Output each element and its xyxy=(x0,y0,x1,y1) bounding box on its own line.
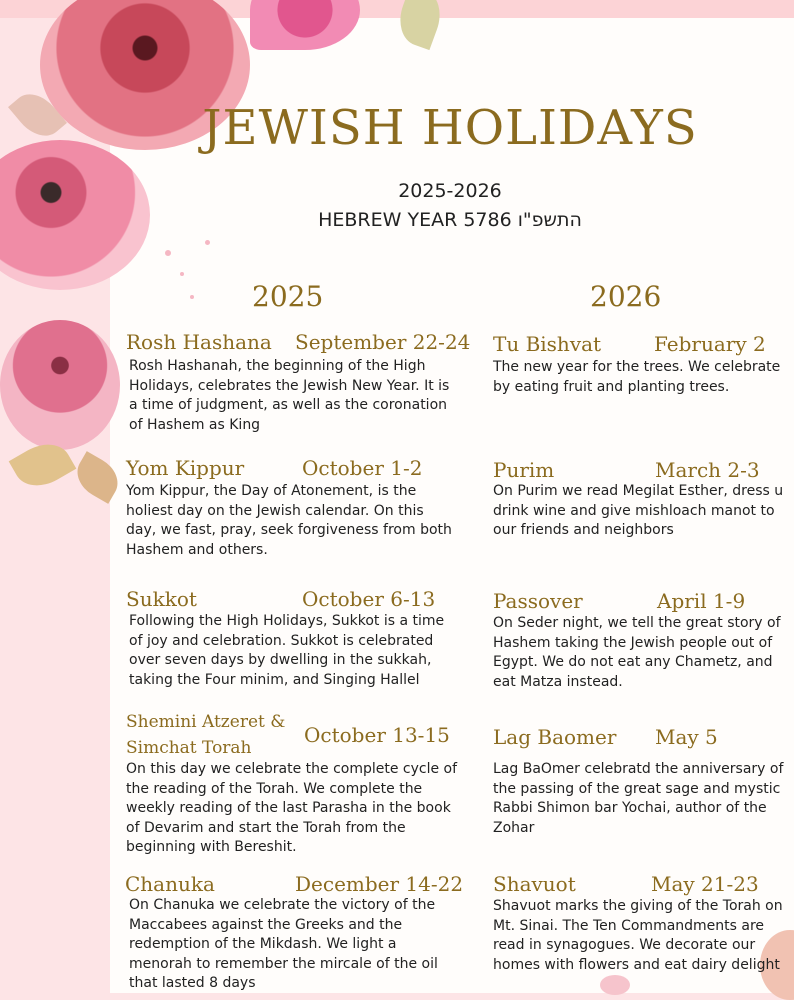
year-range: 2025-2026 xyxy=(398,180,502,202)
holiday-date: December 14-22 xyxy=(295,872,464,896)
holiday-date: October 13-15 xyxy=(304,723,450,747)
paint-splatter-icon xyxy=(190,295,194,299)
holiday-date: April 1-9 xyxy=(657,589,746,613)
holiday-description: On Seder night, we tell the great story of Hashem taking the Jewish people out of Egypt. We do not eat any Chametz, and eat Matza instead. xyxy=(493,615,781,690)
holiday-name: Chanuka xyxy=(125,872,215,896)
holiday-description: On Chanuka we celebrate the victory of the Maccabees against the Greeks and the redemption of the Mikdash. We light a menorah to remember the mircale of the oil that lasted 8 days xyxy=(129,897,438,991)
column-year-2025: 2025 xyxy=(252,280,324,313)
holiday-description: Rosh Hashanah, the beginning of the High Holidays, celebrates the Jewish New Year. It is a time of judgment, as well as the coronation of Hashem as King xyxy=(129,358,450,433)
holiday-description: Yom Kippur, the Day of Atonement, is the holiest day on the Jewish calendar. On this day, we fast, pray, seek forgiveness from both Hashem and others. xyxy=(126,483,452,558)
holiday-date: May 5 xyxy=(655,725,718,749)
holiday-name: Lag Baomer xyxy=(493,725,617,749)
holiday-name: Shavuot xyxy=(493,872,576,896)
small-flower-icon xyxy=(0,320,120,450)
holiday-date: September 22-24 xyxy=(295,330,471,354)
page-title: JEWISH HOLIDAYS xyxy=(202,100,698,156)
corner-petal-icon xyxy=(600,975,630,995)
holiday-description: The new year for the trees. We celebrate by eating fruit and planting trees. xyxy=(493,359,781,395)
paint-splatter-icon xyxy=(180,272,184,276)
holiday-name: Purim xyxy=(493,458,555,482)
holiday-date: May 21-23 xyxy=(651,872,759,896)
holiday-name: Tu Bishvat xyxy=(493,332,602,356)
holiday-date: October 6-13 xyxy=(302,587,436,611)
column-year-2026: 2026 xyxy=(590,280,662,313)
holiday-description: Lag BaOmer celebratd the anniversary of the passing of the great sage and mystic Rabbi Shimon bar Yochai, author of the Zohar xyxy=(493,761,784,836)
paint-splatter-icon xyxy=(205,240,210,245)
holiday-date: February 2 xyxy=(654,332,766,356)
holiday-name: Rosh Hashana xyxy=(126,330,272,354)
holiday-date: October 1-2 xyxy=(302,456,423,480)
holiday-description: Following the High Holidays, Sukkot is a time of joy and celebration. Sukkot is celebrated over seven days by dwelling in the sukkah, taking the Four minim, and Singing Hallel xyxy=(129,613,445,688)
holiday-description: On this day we celebrate the complete cycle of the reading of the Torah. We complete the weekly reading of the last Parasha in the book of Devarim and start the Torah from the beginning with Bereshit. xyxy=(126,761,458,855)
paint-splatter-icon xyxy=(165,250,171,256)
holiday-name: Simchat Torah xyxy=(126,738,252,758)
holiday-date: March 2-3 xyxy=(655,458,760,482)
holiday-description: On Purim we read Megilat Esther, dress u drink wine and give mishloach manot to our friends and neighbors xyxy=(493,483,784,538)
holiday-name: Yom Kippur xyxy=(126,456,245,480)
holiday-name: Sukkot xyxy=(126,587,197,611)
hebrew-year: HEBREW YEAR 5786 התשפ"ו xyxy=(318,209,582,231)
holiday-name: Passover xyxy=(493,589,583,613)
holiday-description: Shavuot marks the giving of the Torah on Mt. Sinai. The Ten Commandments are read in synagogues. We decorate our homes with flowers and eat dairy delight xyxy=(493,898,783,973)
holiday-name: Shemini Atzeret & xyxy=(126,712,286,732)
